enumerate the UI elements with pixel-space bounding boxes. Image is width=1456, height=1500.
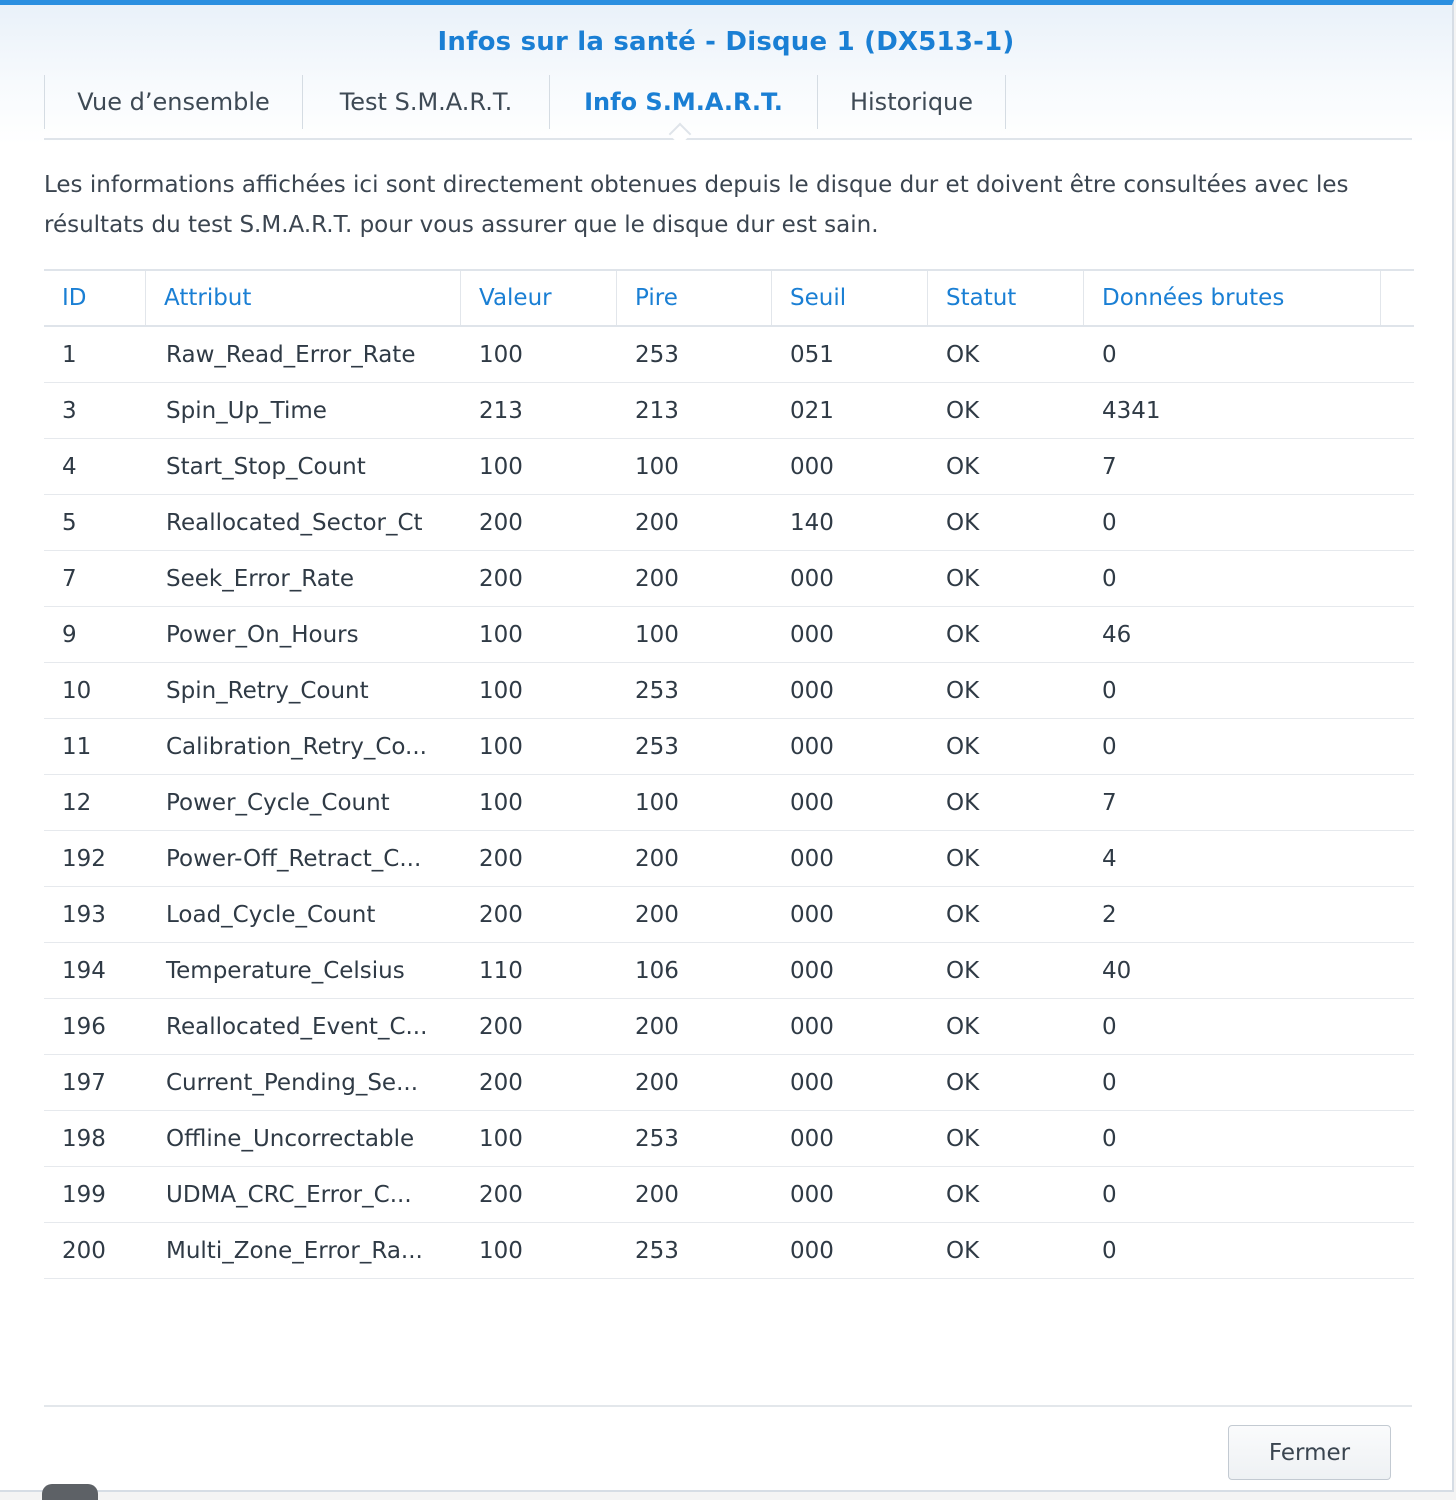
tab-bar bbox=[44, 75, 1006, 129]
cell-value: 110 bbox=[479, 957, 523, 984]
table-row[interactable] bbox=[44, 943, 1414, 999]
cell-raw-data: 0 bbox=[1102, 1013, 1117, 1040]
tabs-divider bbox=[44, 138, 1412, 140]
cell-threshold: 000 bbox=[790, 901, 834, 928]
cell-attribute: Calibration_Retry_Co... bbox=[166, 733, 427, 760]
cell-value: 100 bbox=[479, 1125, 523, 1152]
cell-raw-data: 0 bbox=[1102, 1237, 1117, 1264]
tab-smart-info[interactable]: Info S.M.A.R.T. bbox=[549, 75, 817, 129]
cell-raw-data: 0 bbox=[1102, 1069, 1117, 1096]
cell-status: OK bbox=[946, 509, 980, 536]
cell-worst: 200 bbox=[635, 845, 679, 872]
cell-threshold: 021 bbox=[790, 397, 834, 424]
cell-threshold: 000 bbox=[790, 1013, 834, 1040]
cell-status: OK bbox=[946, 845, 980, 872]
cell-worst: 200 bbox=[635, 1069, 679, 1096]
cell-value: 100 bbox=[479, 1237, 523, 1264]
cell-id: 5 bbox=[62, 509, 77, 536]
cell-attribute: Multi_Zone_Error_Ra... bbox=[166, 1237, 423, 1264]
cell-id: 9 bbox=[62, 621, 77, 648]
cell-raw-data: 2 bbox=[1102, 901, 1117, 928]
cell-threshold: 000 bbox=[790, 565, 834, 592]
cell-raw-data: 0 bbox=[1102, 341, 1117, 368]
cell-worst: 106 bbox=[635, 957, 679, 984]
cell-raw-data: 7 bbox=[1102, 789, 1117, 816]
cell-attribute: Start_Stop_Count bbox=[166, 453, 366, 480]
cell-value: 100 bbox=[479, 733, 523, 760]
cell-id: 12 bbox=[62, 789, 92, 816]
cell-id: 11 bbox=[62, 733, 92, 760]
cell-attribute: Temperature_Celsius bbox=[166, 957, 405, 984]
cell-attribute: UDMA_CRC_Error_C... bbox=[166, 1181, 412, 1208]
cell-value: 200 bbox=[479, 1181, 523, 1208]
cell-status: OK bbox=[946, 789, 980, 816]
description-text: Les informations affichées ici sont directement obtenues depuis le disque dur et doivent être consultées avec les résultats du test S.M.A.R.T. pour vous assurer que le disque dur est sain. bbox=[44, 172, 1349, 238]
cell-value: 200 bbox=[479, 901, 523, 928]
cell-id: 193 bbox=[62, 901, 106, 928]
tab-history[interactable]: Historique bbox=[817, 75, 1006, 129]
cell-threshold: 000 bbox=[790, 677, 834, 704]
cell-status: OK bbox=[946, 1125, 980, 1152]
table-row[interactable] bbox=[44, 607, 1414, 663]
cell-threshold: 140 bbox=[790, 509, 834, 536]
cell-worst: 100 bbox=[635, 621, 679, 648]
tab-smart-test[interactable]: Test S.M.A.R.T. bbox=[302, 75, 549, 129]
cell-id: 197 bbox=[62, 1069, 106, 1096]
cell-raw-data: 0 bbox=[1102, 509, 1117, 536]
table-row[interactable] bbox=[44, 383, 1414, 439]
cell-attribute: Power_Cycle_Count bbox=[166, 789, 390, 816]
cell-worst: 200 bbox=[635, 1181, 679, 1208]
smart-attributes-table bbox=[44, 269, 1414, 1279]
cell-threshold: 000 bbox=[790, 621, 834, 648]
cell-attribute: Load_Cycle_Count bbox=[166, 901, 376, 928]
column-header-worst[interactable]: Pire bbox=[617, 271, 772, 325]
cell-raw-data: 7 bbox=[1102, 453, 1117, 480]
table-row[interactable] bbox=[44, 887, 1414, 943]
cell-id: 1 bbox=[62, 341, 77, 368]
cell-status: OK bbox=[946, 1181, 980, 1208]
cell-status: OK bbox=[946, 341, 980, 368]
column-header-raw-data[interactable]: Données brutes bbox=[1084, 271, 1381, 325]
tab-overview[interactable]: Vue d’ensemble bbox=[44, 75, 302, 129]
column-header-id[interactable]: ID bbox=[44, 271, 146, 325]
cell-value: 100 bbox=[479, 789, 523, 816]
cell-threshold: 000 bbox=[790, 453, 834, 480]
cell-id: 196 bbox=[62, 1013, 106, 1040]
cell-status: OK bbox=[946, 453, 980, 480]
cell-status: OK bbox=[946, 621, 980, 648]
cell-attribute: Reallocated_Event_C... bbox=[166, 1013, 428, 1040]
cell-value: 100 bbox=[479, 453, 523, 480]
cell-threshold: 000 bbox=[790, 789, 834, 816]
cell-threshold: 000 bbox=[790, 845, 834, 872]
cell-worst: 100 bbox=[635, 789, 679, 816]
cell-worst: 253 bbox=[635, 733, 679, 760]
cell-id: 3 bbox=[62, 397, 77, 424]
footer-divider bbox=[44, 1405, 1412, 1407]
cell-raw-data: 4341 bbox=[1102, 397, 1161, 424]
cell-raw-data: 0 bbox=[1102, 733, 1117, 760]
cell-raw-data: 46 bbox=[1102, 621, 1132, 648]
table-row[interactable] bbox=[44, 439, 1414, 495]
cell-raw-data: 4 bbox=[1102, 845, 1117, 872]
table-row[interactable] bbox=[44, 1111, 1414, 1167]
cell-worst: 253 bbox=[635, 1125, 679, 1152]
cell-threshold: 000 bbox=[790, 1125, 834, 1152]
table-row[interactable] bbox=[44, 1223, 1414, 1279]
table-body bbox=[44, 327, 1414, 1279]
cell-status: OK bbox=[946, 397, 980, 424]
cell-threshold: 000 bbox=[790, 957, 834, 984]
table-row[interactable] bbox=[44, 327, 1414, 383]
table-row[interactable] bbox=[44, 775, 1414, 831]
cell-id: 7 bbox=[62, 565, 77, 592]
cell-status: OK bbox=[946, 1013, 980, 1040]
column-header-threshold[interactable]: Seuil bbox=[772, 271, 928, 325]
cell-attribute: Seek_Error_Rate bbox=[166, 565, 355, 592]
background-app-icon-fragment bbox=[42, 1484, 98, 1500]
cell-attribute: Current_Pending_Se... bbox=[166, 1069, 419, 1096]
table-row[interactable] bbox=[44, 663, 1414, 719]
cell-worst: 200 bbox=[635, 509, 679, 536]
cell-value: 213 bbox=[479, 397, 523, 424]
cell-id: 200 bbox=[62, 1237, 106, 1264]
cell-attribute: Raw_Read_Error_Rate bbox=[166, 341, 416, 368]
cell-status: OK bbox=[946, 957, 980, 984]
cell-raw-data: 0 bbox=[1102, 677, 1117, 704]
cell-value: 200 bbox=[479, 845, 523, 872]
cell-status: OK bbox=[946, 565, 980, 592]
cell-threshold: 000 bbox=[790, 1069, 834, 1096]
cell-raw-data: 0 bbox=[1102, 1181, 1117, 1208]
close-button[interactable]: Fermer bbox=[1228, 1425, 1391, 1480]
cell-raw-data: 40 bbox=[1102, 957, 1132, 984]
cell-worst: 213 bbox=[635, 397, 679, 424]
cell-attribute: Offline_Uncorrectable bbox=[166, 1125, 415, 1152]
cell-id: 192 bbox=[62, 845, 106, 872]
cell-worst: 200 bbox=[635, 1013, 679, 1040]
dialog-title: Infos sur la santé - Disque 1 (DX513-1) bbox=[437, 27, 1015, 57]
cell-status: OK bbox=[946, 677, 980, 704]
table-row[interactable] bbox=[44, 999, 1414, 1055]
cell-status: OK bbox=[946, 1069, 980, 1096]
cell-value: 100 bbox=[479, 341, 523, 368]
cell-worst: 100 bbox=[635, 453, 679, 480]
cell-attribute: Spin_Retry_Count bbox=[166, 677, 369, 704]
cell-value: 200 bbox=[479, 1069, 523, 1096]
cell-attribute: Spin_Up_Time bbox=[166, 397, 327, 424]
cell-value: 100 bbox=[479, 677, 523, 704]
cell-worst: 253 bbox=[635, 341, 679, 368]
cell-worst: 200 bbox=[635, 901, 679, 928]
cell-worst: 253 bbox=[635, 1237, 679, 1264]
cell-threshold: 000 bbox=[790, 733, 834, 760]
cell-id: 198 bbox=[62, 1125, 106, 1152]
cell-status: OK bbox=[946, 733, 980, 760]
table-row[interactable] bbox=[44, 1055, 1414, 1111]
cell-value: 200 bbox=[479, 509, 523, 536]
column-header-filler bbox=[1381, 271, 1414, 325]
table-row[interactable] bbox=[44, 1167, 1414, 1223]
cell-worst: 253 bbox=[635, 677, 679, 704]
cell-status: OK bbox=[946, 901, 980, 928]
cell-status: OK bbox=[946, 1237, 980, 1264]
cell-threshold: 000 bbox=[790, 1237, 834, 1264]
cell-attribute: Power-Off_Retract_C... bbox=[166, 845, 422, 872]
cell-id: 194 bbox=[62, 957, 106, 984]
table-row[interactable] bbox=[44, 719, 1414, 775]
cell-id: 4 bbox=[62, 453, 77, 480]
cell-id: 10 bbox=[62, 677, 92, 704]
column-header-attribute[interactable]: Attribut bbox=[146, 271, 461, 325]
table-row[interactable] bbox=[44, 551, 1414, 607]
cell-threshold: 000 bbox=[790, 1181, 834, 1208]
cell-raw-data: 0 bbox=[1102, 1125, 1117, 1152]
cell-value: 200 bbox=[479, 1013, 523, 1040]
cell-attribute: Power_On_Hours bbox=[166, 621, 359, 648]
table-header bbox=[44, 269, 1414, 327]
cell-value: 200 bbox=[479, 565, 523, 592]
cell-worst: 200 bbox=[635, 565, 679, 592]
column-header-value[interactable]: Valeur bbox=[461, 271, 617, 325]
cell-value: 100 bbox=[479, 621, 523, 648]
table-row[interactable] bbox=[44, 495, 1414, 551]
cell-threshold: 051 bbox=[790, 341, 834, 368]
cell-raw-data: 0 bbox=[1102, 565, 1117, 592]
table-row[interactable] bbox=[44, 831, 1414, 887]
cell-id: 199 bbox=[62, 1181, 106, 1208]
cell-attribute: Reallocated_Sector_Ct bbox=[166, 509, 423, 536]
column-header-status[interactable]: Statut bbox=[928, 271, 1084, 325]
